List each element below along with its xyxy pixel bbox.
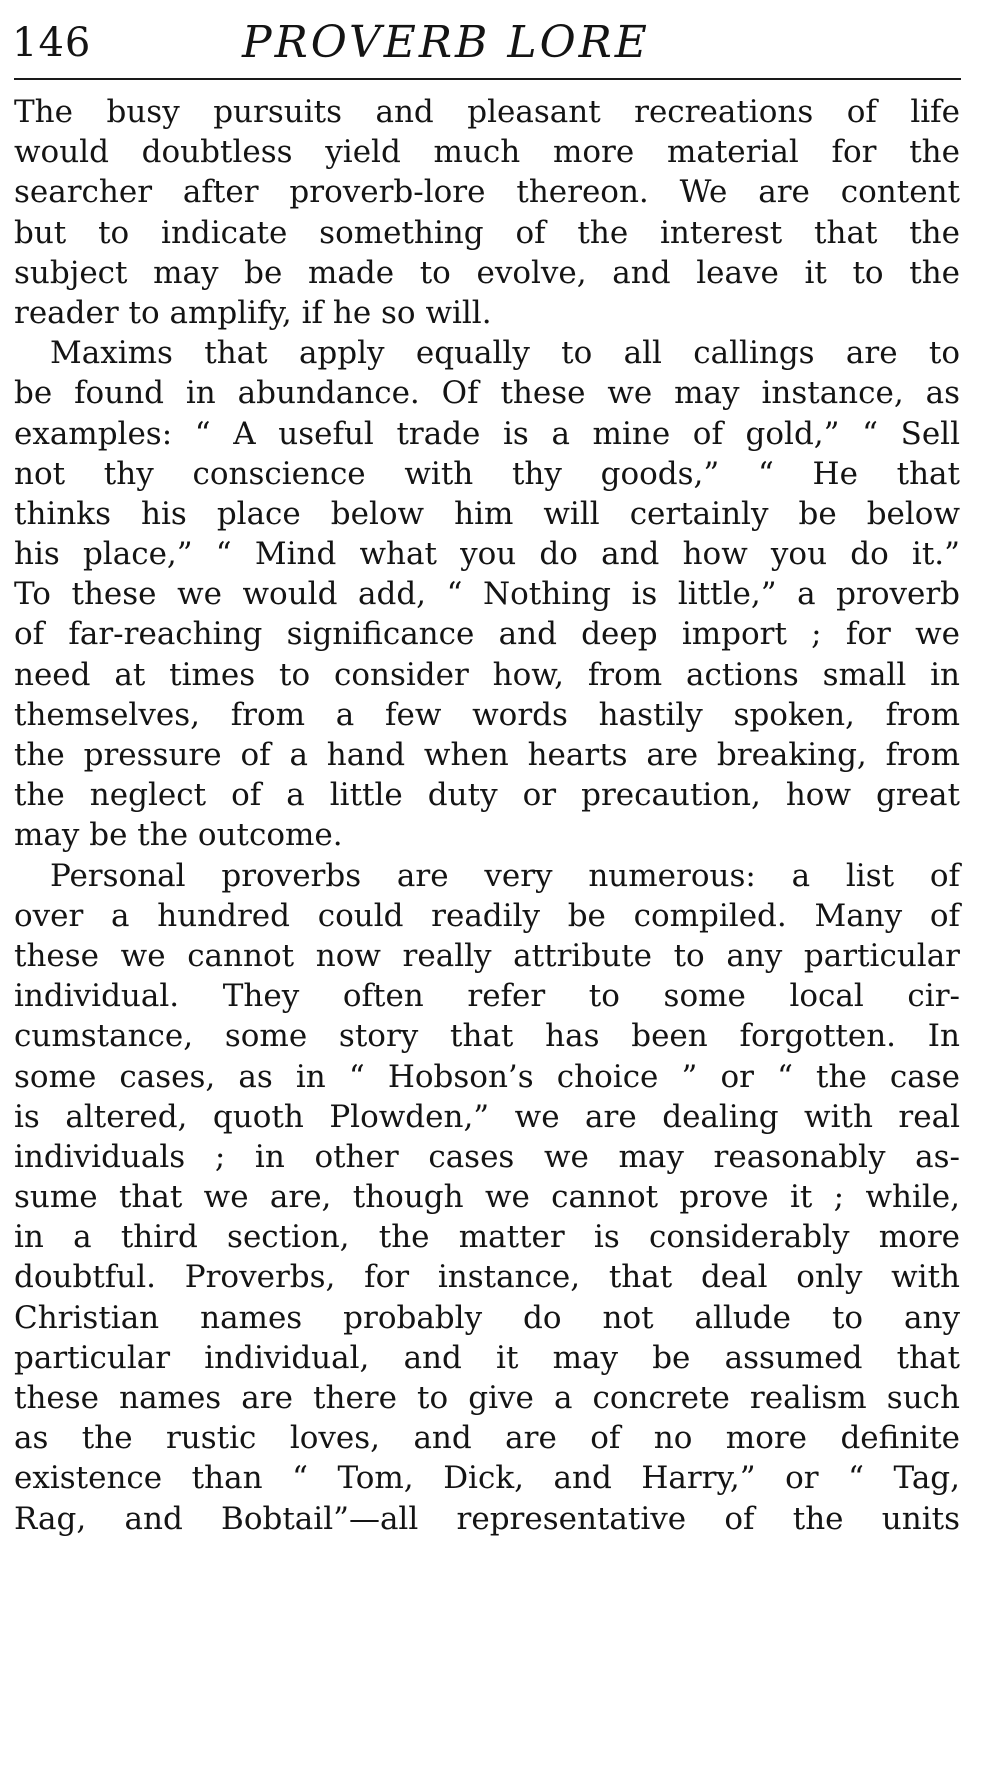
text-line: thinks his place below him will certainly be below — [14, 495, 960, 532]
text-line: some cases, as in “ Hobson’s choice ” or “ the case — [14, 1058, 960, 1095]
page-number: 146 — [12, 20, 92, 66]
text-line: of far-reaching significance and deep import ; for we — [14, 616, 960, 653]
body-text — [14, 92, 960, 1539]
text-line: subject may be made to evolve, and leave it to the — [14, 254, 960, 291]
text-line: sume that we are, though we cannot prove it ; while, — [14, 1179, 960, 1216]
text-line: Rag, and Bobtail”—all representative of the units — [14, 1500, 960, 1537]
text-line: individual. They often refer to some local cir- — [14, 978, 960, 1015]
text-line: be found in abundance. Of these we may instance, as — [14, 375, 960, 412]
text-line: The busy pursuits and pleasant recreations of life — [14, 94, 960, 130]
page-header — [12, 12, 960, 72]
text-line: searcher after proverb-lore thereon. We are content — [14, 174, 960, 211]
text-line: the pressure of a hand when hearts are breaking, from — [14, 737, 960, 773]
text-line: examples: “ A useful trade is a mine of gold,” “ Sell — [14, 415, 960, 452]
text-line: over a hundred could readily be compiled. Many of — [14, 897, 960, 934]
text-line: his place,” “ Mind what you do and how you do it.” — [14, 536, 960, 573]
text-line: not thy conscience with thy goods,” “ He that — [14, 455, 960, 492]
text-line: these we cannot now really attribute to any particular — [14, 937, 960, 974]
text-line: but to indicate something of the interest that the — [14, 214, 960, 251]
text-line: To these we would add, “ Nothing is little,” a proverb — [14, 576, 960, 613]
text-line: particular individual, and it may be assumed that — [14, 1339, 960, 1376]
text-line: is altered, quoth Plowden,” we are dealing with real — [14, 1098, 960, 1135]
text-line: Christian names probably do not allude to any — [14, 1299, 960, 1336]
text-line: need at times to consider how, from actions small in — [14, 656, 960, 693]
text-line: cumstance, some story that has been forgotten. In — [14, 1018, 960, 1055]
text-line: in a third section, the matter is considerably more — [14, 1219, 960, 1256]
text-line: existence than “ Tom, Dick, and Harry,” or “ Tag, — [14, 1460, 960, 1497]
text-line: as the rustic loves, and are of no more definite — [14, 1420, 960, 1457]
running-title: PROVERB LORE — [242, 17, 650, 68]
paragraph-start: Maxims that apply equally to all callings are to — [50, 335, 960, 372]
text-line: these names are there to give a concrete realism such — [14, 1380, 960, 1416]
text-line: would doubtless yield much more material for the — [14, 134, 960, 171]
text-line: may be the outcome. — [14, 817, 343, 854]
paragraph-start: Personal proverbs are very numerous: a list of — [50, 857, 960, 894]
text-line: themselves, from a few words hastily spoken, from — [14, 696, 960, 733]
header-rule — [14, 78, 961, 80]
text-line: reader to amplify, if he so will. — [14, 294, 492, 331]
text-line: individuals ; in other cases we may reasonably as- — [14, 1138, 960, 1175]
text-line: the neglect of a little duty or precaution, how great — [14, 777, 960, 814]
text-line: doubtful. Proverbs, for instance, that deal only with — [14, 1259, 960, 1296]
